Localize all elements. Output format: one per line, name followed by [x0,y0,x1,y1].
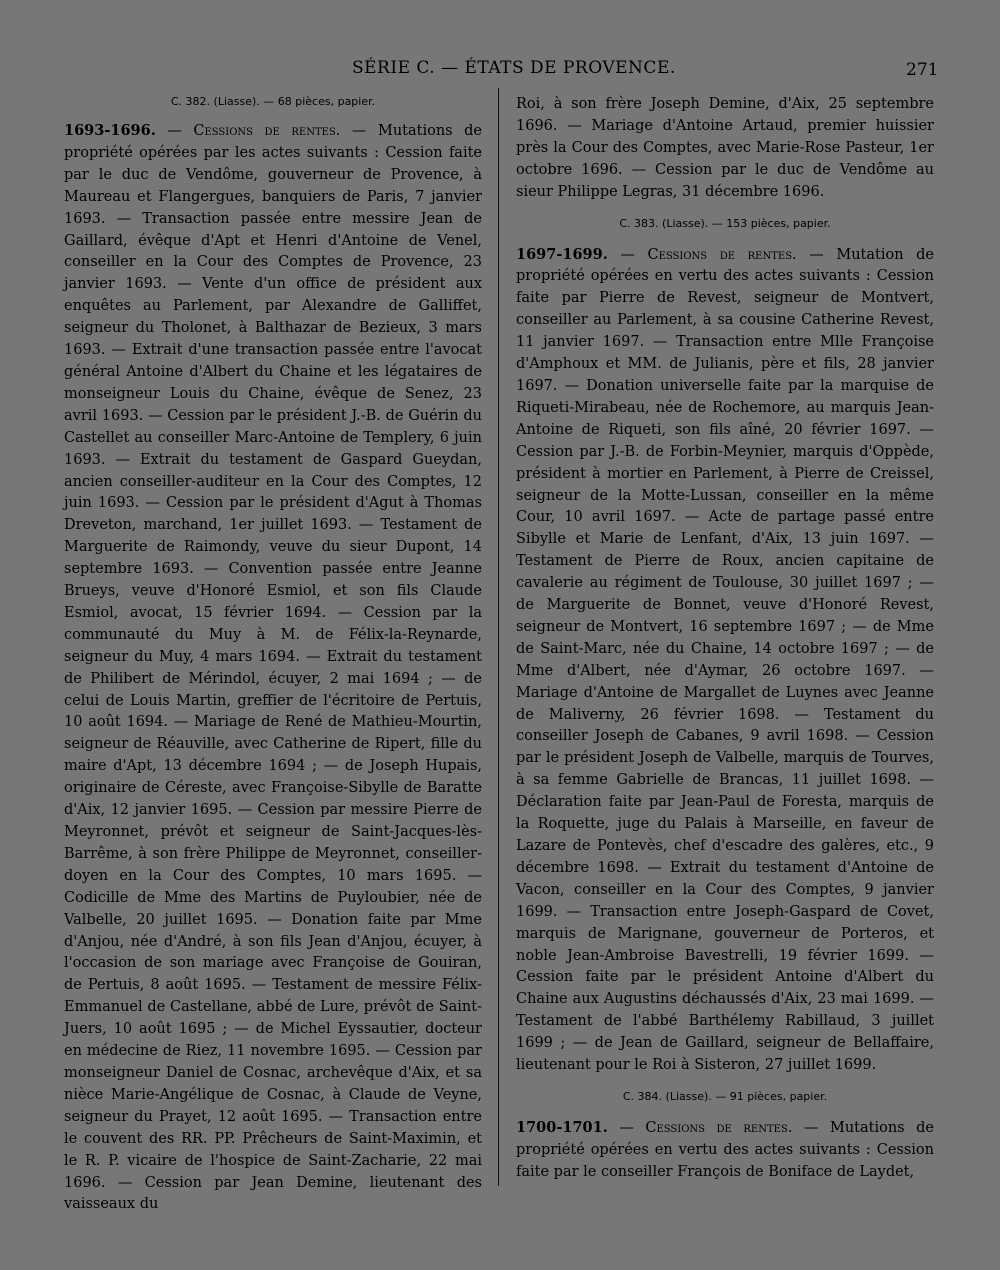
entry-heading-383: — Cessions de rentes. [620,246,797,263]
entry-382 [64,120,482,1216]
left-column [64,94,482,1216]
entry-date-383: 1697-1699. [516,245,608,263]
archive-reference-384: C. 384. (Liasse). — 91 pièces, papier. [622,1089,828,1103]
column-divider [498,88,499,1186]
right-column [516,94,934,1184]
entry-text-383: — Mutation de propriété opérées en vertu des actes suivants : Cession faite par Pierre de Revest, seigneur de Montvert, conseiller au Parlement, à sa cousine Catherine Revest, 11 janvier 1697. — Transaction entre Mlle Françoise d'Amphoux et MM. de Julianis, père et fils, 28 janvier 1697. — Donation universelle faite par la marquise de Riqueti-Mirabeau, née de Rochemore, au marquis Jean-Antoine de Riqueti, son fils aîné, 20 février 1697. — Cession par J.-B. de Forbin-Meynier, marquis d'Oppède, président à mortier en Parlement, à Pierre de Creissel, seigneur de la Motte-Lussan, conseiller en la même Cour, 10 avril 1697. — Acte de partage passé entre Sibylle et Marie de Lenfant, d'Aix, 13 juin 1697. — Testament de Pierre de Roux, ancien capitaine de cavalerie au régiment de Toulouse, 30 juillet 1697 ; — de Marguerite de Bonnet, veuve d'Honoré Revest, seigneur de Montvert, 16 septembre 1697 ; — de Mme de Saint-Marc, née du Chaine, 14 octobre 1697 ; — de Mme d'Albert, née d'Aymar, 26 octobre 1697. — Mariage d'Antoine de Margallet de Luynes avec Jeanne de Maliverny, 26 février 1698. — Testament du conseiller Joseph de Cabanes, 9 avril 1698. — Cession par le président Joseph de Valbelle, marquis de Tourves, à sa femme Gabrielle de Brancas, 11 juillet 1698. — Déclaration faite par Jean-Paul de Foresta, marquis de la Roquette, juge du Palais à Marseille, en faveur de Lazare de Pontevès, chef d'escadre des galères, etc., 9 décembre 1698. — Extrait du testament d'Antoine de Vacon, conseiller en la Cour des Comptes, 9 janvier 1699. — Transaction entre Joseph-Gaspard de Covet, marquis de Marignane, gouverneur de Porteros, et noble Jean-Ambroise Bavestrelli, 19 février 1699. — Cession faite par le président Antoine d'Albert du Chaine aux Augustins déchaussés d'Aix, 23 mai 1699. — Testament de l'abbé Barthélemy Rabillaud, 3 juillet 1699 ; — de Jean de Gaillard, seigneur de Bellaffaire, lieutenant pour le Roi à Sisteron, 27 juillet 1699. [516,246,934,1074]
page-number: 271 [906,60,939,80]
entry-text-384: — Mutations de propriété opérées en vertu des actes suivants : Cession faite par le conseiller François de Boniface de Laydet, [516,1119,934,1180]
entry-date-382: 1693-1696. [64,122,156,139]
running-head: SÉRIE C. — ÉTATS DE PROVENCE. [352,58,676,78]
entry-date-384: 1700-1701. [516,1118,608,1136]
entry-383 [516,244,934,1077]
archive-reference-382: C. 382. (Liasse). — 68 pièces, papier. [170,95,376,108]
page-header [0,58,1000,82]
archive-reference-383: C. 383. (Liasse). — 153 pièces, papier. [619,216,831,230]
entry-384 [516,1117,934,1184]
entry-heading-382: — Cessions de rentes. [167,123,341,139]
entry-heading-384: — Cessions de rentes. [619,1119,793,1136]
entry-382-continuation: Roi, à son frère Joseph Demine, d'Aix, 25 septembre 1696. — Mariage d'Antoine Artaud, premier huissier près la Cour des Comptes, avec Marie-Rose Pasteur, 1er octobre 1696. — Cession par le duc de Vendôme au sieur Philippe Legras, 31 décembre 1696. [516,96,934,200]
entry-text-382: — Mutations de propriété opérées par les actes suivants : Cession faite par le duc de Vendôme, gouverneur de Provence, à Maureau et Flangergues, banquiers de Paris, 7 janvier 1693. — Transaction passée entre messire Jean de Gaillard, évêque d'Apt et Henri d'Antoine de Venel, conseiller en la Cour des Comptes de Provence, 23 janvier 1693. — Vente d'un office de président aux enquêtes au Parlement, par Alexandre de Galliffet, seigneur du Tholonet, à Balthazar de Bezieux, 3 mars 1693. — Extrait d'une transaction passée entre l'avocat général Antoine d'Albert du Chaine et les légataires de monseigneur Louis du Chaine, évêque de Senez, 23 avril 1693. — Cession par le président J.-B. de Guérin du Castellet au conseiller Marc-Antoine de Templery, 6 juin 1693. — Extrait du testament de Gaspard Gueydan, ancien conseiller-auditeur en la Cour des Comptes, 12 juin 1693. — Cession par le président d'Agut à Thomas Dreveton, marchand, 1er juillet 1693. — Testament de Marguerite de Raimondy, veuve du sieur Dupont, 14 septembre 1693. — Convention passée entre Jeanne Brueys, veuve d'Honoré Esmiol, et son fils Claude Esmiol, avocat, 15 février 1694. — Cession par la communauté du Muy à M. de Félix-la-Reynarde, seigneur du Muy, 4 mars 1694. — Extrait du testament de Philibert de Mérindol, écuyer, 2 mai 1694 ; — de celui de Louis Martin, greffier de l'écritoire de Pertuis, 10 août 1694. — Mariage de René de Mathieu-Mourtin, seigneur de Réauville, avec Catherine de Ripert, fille du maire d'Apt, 13 décembre 1694 ; — de Joseph Hupais, originaire de Céreste, avec Françoise-Sibylle de Baratte d'Aix, 12 janvier 1695. — Cession par messire Pierre de Meyronnet, prévôt et seigneur de Saint-Jacques-lès-Barrême, à son frère Philippe de Meyronnet, conseiller-doyen en la Cour des Comptes, 10 mars 1695. — Codicille de Mme des Martins de Puyloubier, née de Valbelle, 20 juillet 1695. — Donation faite par Mme d'Anjou, née d'André, à son fils Jean d'Anjou, écuyer, à l'occasion de son mariage avec Françoise de Gouiran, de Pertuis, 8 août 1695. — Testament de messire Félix-Emmanuel de Castellane, abbé de Lure, prévôt de Saint-Juers, 10 août 1695 ; — de Michel Eyssautier, docteur en médecine de Riez, 11 novembre 1695. — Cession par monseigneur Daniel de Cosnac, archevêque d'Aix, et sa nièce Marie-Angélique de Cosnac, à Claude de Veyne, seigneur du Prayet, 12 août 1695. — Transaction entre le couvent des RR. PP. Prêcheurs de Saint-Maximin, et le R. P. vicaire de l'hospice de Saint-Zacharie, 22 mai 1696. — Cession par Jean Demine, lieutenant des vaisseaux du [64,123,482,1213]
